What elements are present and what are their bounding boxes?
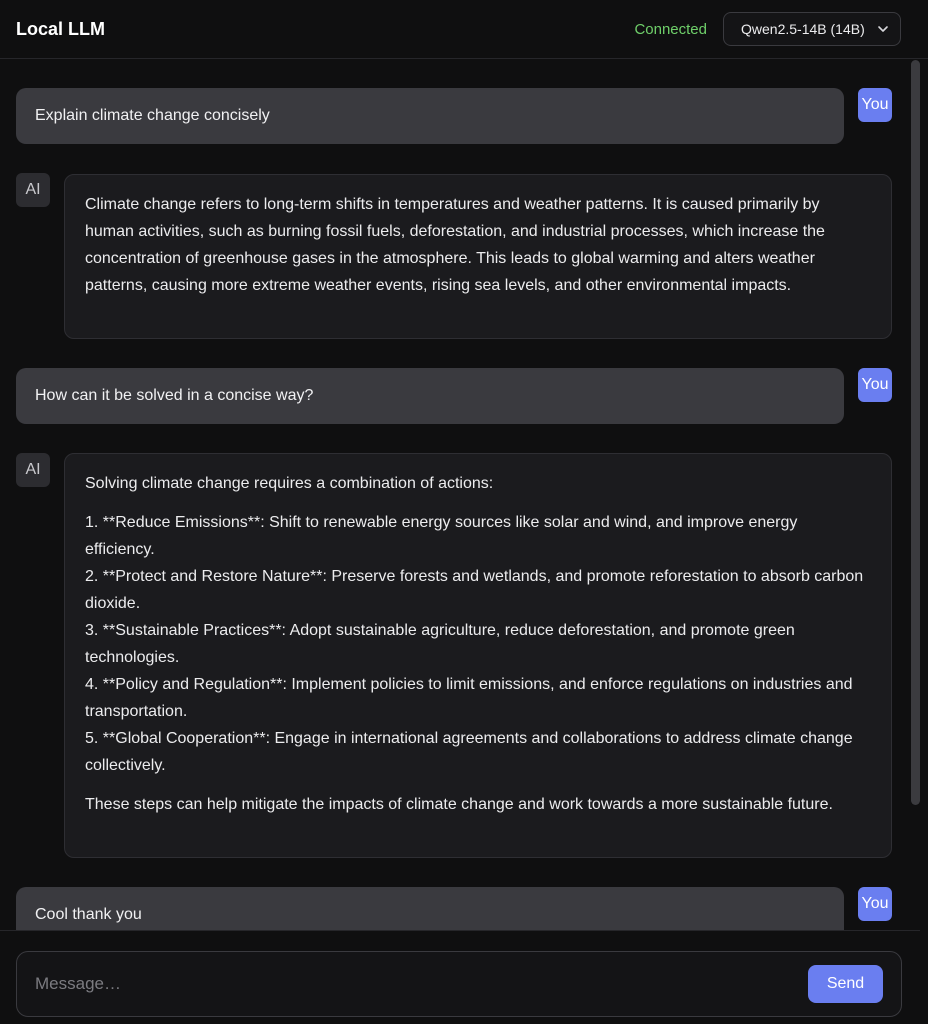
user-message (16, 368, 844, 424)
user-avatar: You (858, 88, 892, 122)
chat-scrollbar[interactable] (911, 60, 920, 805)
composer (16, 951, 902, 1017)
user-message-text: Cool thank you (35, 906, 142, 923)
app-title: Local LLM (16, 18, 105, 39)
list-item: 2. **Protect and Restore Nature**: Preserve forests and wetlands, and promote reforestation to absorb carbon dioxide. (85, 568, 864, 612)
model-select-value: Qwen2.5-14B (14B) (741, 21, 865, 37)
model-select[interactable] (723, 12, 901, 46)
user-avatar: You (858, 887, 892, 921)
chat-transcript[interactable] (0, 60, 920, 930)
message-input[interactable] (19, 954, 799, 1014)
ai-message-intro: Solving climate change requires a combination of actions: (85, 475, 494, 492)
ai-message-list (85, 509, 871, 779)
list-item: 1. **Reduce Emissions**: Shift to renewable energy sources like solar and wind, and improve energy efficiency. (85, 514, 798, 558)
composer-area (0, 930, 920, 1024)
ai-avatar: AI (16, 173, 50, 207)
ai-message-outro: These steps can help mitigate the impacts of climate change and work towards a more sustainable future. (85, 796, 833, 813)
ai-message (64, 453, 892, 858)
list-item: 4. **Policy and Regulation**: Implement policies to limit emissions, and enforce regulations on industries and transportation. (85, 676, 853, 720)
list-item: 5. **Global Cooperation**: Engage in international agreements and collaborations to address climate change collectively. (85, 730, 853, 774)
user-message-text: Explain climate change concisely (35, 107, 270, 124)
ai-avatar: AI (16, 453, 50, 487)
list-item: 3. **Sustainable Practices**: Adopt sustainable agriculture, reduce deforestation, and promote green technologies. (85, 622, 795, 666)
send-button[interactable]: Send (808, 965, 883, 1003)
user-message-text: How can it be solved in a concise way? (35, 387, 314, 404)
header (0, 0, 928, 59)
ai-message (64, 174, 892, 339)
chevron-down-icon (875, 21, 891, 37)
user-message (16, 887, 844, 930)
user-avatar: You (858, 368, 892, 402)
user-message (16, 88, 844, 144)
connection-status: Connected (634, 20, 707, 38)
ai-message-text: Climate change refers to long-term shifts in temperatures and weather patterns. It is caused primarily by human activities, such as burning fossil fuels, deforestation, and industrial processes, which increase the concentration of greenhouse gases in the atmosphere. This leads to global warming and alters weather patterns, causing more extreme weather events, rising sea levels, and other environmental impacts. (85, 196, 825, 294)
